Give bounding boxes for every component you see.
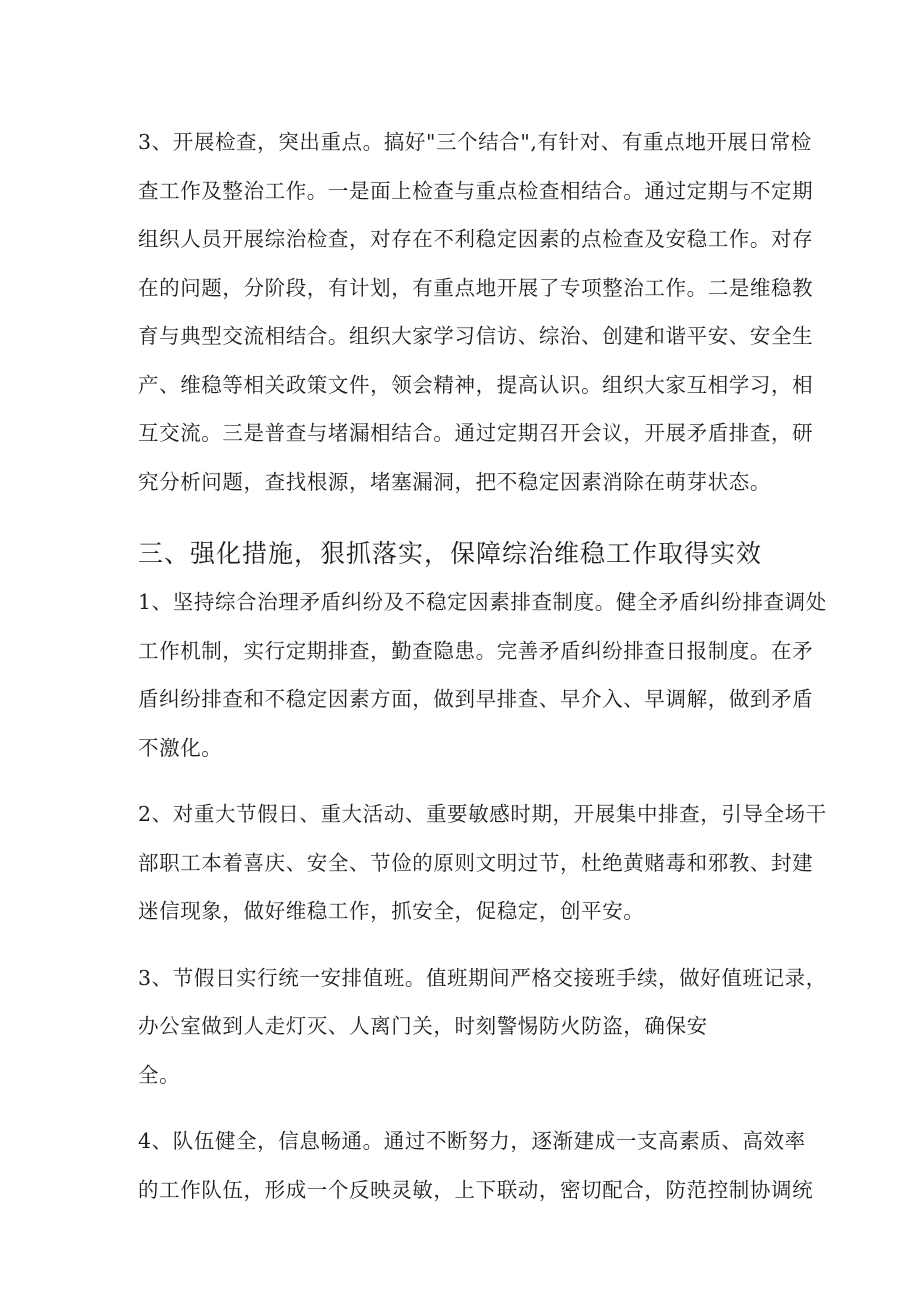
text-line: 的工作队伍，形成一个反映灵敏，上下联动，密切配合，防范控制协调统: [138, 1177, 814, 1202]
text-line: 查工作及整治工作。一是面上检查与重点检查相结合。通过定期与不定期: [138, 178, 814, 203]
document-body: [138, 118, 827, 1214]
paragraph-team-information: [138, 1117, 814, 1214]
text-line: 在的问题，分阶段，有计划，有重点地开展了专项整治工作。二是维稳教: [138, 275, 814, 300]
text-line: 3、节假日实行统一安排值班。值班期间严格交接班手续，做好值班记录，: [138, 965, 827, 990]
paragraph-holiday-screening: [138, 790, 827, 936]
text-line: 迷信现象，做好维稳工作，抓安全，促稳定，创平安。: [138, 899, 645, 923]
text-line: 2、对重大节假日、重大活动、重要敏感时期，开展集中排查，引导全场干: [138, 802, 827, 826]
text-line: 4、队伍健全，信息畅通。通过不断努力，逐渐建成一支高素质、高效率: [138, 1129, 806, 1153]
text-line: 盾纠纷排查和不稳定因素方面，做到早排查、早介入、早调解，做到矛盾: [138, 687, 814, 711]
paragraph-inspection: [138, 118, 814, 506]
text-line: 产、维稳等相关政策文件，领会精神，提高认识。组织大家互相学习，相: [138, 372, 814, 397]
text-line: 工作机制，实行定期排查，勤查隐患。完善矛盾纠纷排查日报制度。在矛: [138, 638, 814, 663]
text-line: 办公室做到人走灯灭、人离门关，时刻警惕防火防盗，确保安: [138, 1014, 708, 1038]
paragraph-dispute-screening: [138, 578, 827, 772]
text-line: 究分析问题，查找根源，堵塞漏洞，把不稳定因素消除在萌芽状态。: [138, 469, 771, 494]
text-line: 组织人员开展综治检查，对存在不利稳定因素的点检查及安稳工作。对存: [138, 227, 814, 251]
text-line: 1、坚持综合治理矛盾纠纷及不稳定因素排查制度。健全矛盾纠纷排查调处: [138, 590, 827, 614]
paragraph-duty-arrangement: [138, 954, 827, 1100]
section-heading: 三、强化措施，狠抓落实，保障综治维稳工作取得实效: [138, 539, 763, 568]
text-line: 部职工本着喜庆、安全、节俭的原则文明过节，杜绝黄赌毒和邪教、封建: [138, 850, 814, 875]
text-line: 不激化。: [138, 735, 223, 760]
text-line: 3、开展检查，突出重点。搞好"三个结合",有针对、有重点地开展日常检: [138, 130, 812, 154]
text-line: 互交流。三是普查与堵漏相结合。通过定期召开会议，开展矛盾排查，研: [138, 421, 814, 445]
text-line: 育与典型交流相结合。组织大家学习信访、综治、创建和谐平安、安全生: [138, 324, 814, 348]
text-line: 全。: [138, 1062, 181, 1087]
